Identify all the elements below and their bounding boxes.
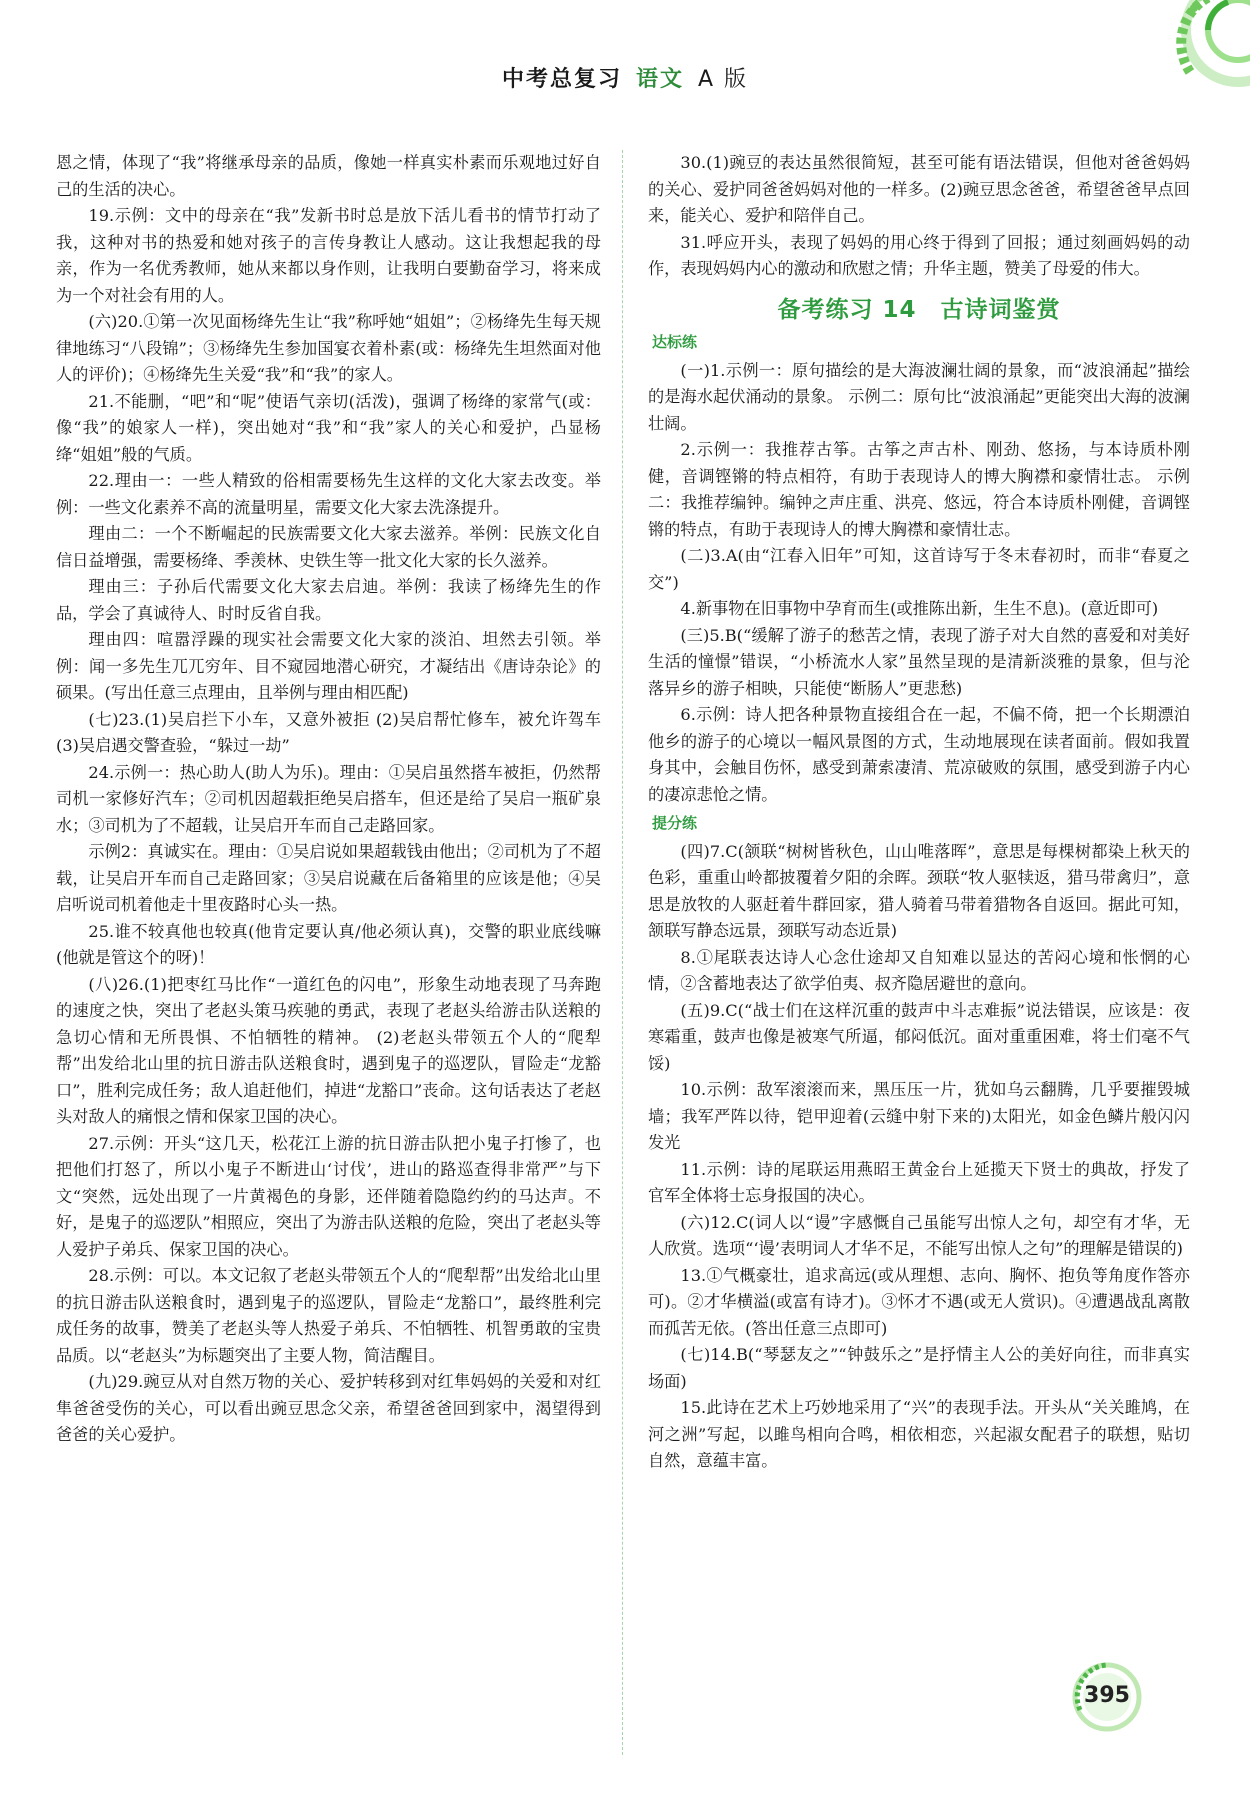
section-label: 备考练习 14: [777, 296, 917, 323]
answer-paragraph: 恩之情，体现了“我”将继承母亲的品质，像她一样真实朴素而乐观地过好自己的生活的决心。: [56, 153, 601, 199]
answer-paragraph: (二)3.A(由“江春入旧年”可知，这首诗写于冬末春初时，而非“春夏之交”): [648, 546, 1190, 592]
section-heading: [648, 297, 1190, 324]
page-number: 395: [1084, 1683, 1130, 1708]
answer-paragraph: (八)26.(1)把枣红马比作“一道红色的闪电”，形象生动地表现了马奔跑的速度之快，突出了老赵头策马疾驰的勇武，表现了老赵头给游击队送粮的急切心情和无所畏惧、不怕牺牲的精神。 (2)老赵头带领五个人的“爬犁帮”出发给北山里的抗日游击队送粮食时，遇到鬼子的巡逻队，冒险走“龙豁口”，胜利完成任务；敌人追赶他们，掉进“龙豁口”丧命。这句话表达了老赵头对敌人的痛恨之情和保家卫国的决心。: [56, 974, 601, 1126]
answer-paragraph: 28.示例：可以。本文记叙了老赵头带领五个人的“爬犁帮”出发给北山里的抗日游击队送粮食时，遇到鬼子的巡逻队，冒险走“龙豁口”，最终胜利完成任务的故事，赞美了老赵头等人热爱子弟兵、不怕牺牲、机智勇敢的宝贵品质。以“老赵头”为标题突出了主要人物，简洁醒目。: [56, 1266, 601, 1365]
left-column: [56, 150, 601, 1449]
answer-paragraph: (七)23.(1)吴启拦下小车，又意外被拒 (2)吴启帮忙修车，被允许驾车 (3)吴启遇交警查验，“躲过一劫”: [56, 709, 601, 755]
header-edition: A 版: [697, 67, 749, 92]
answer-paragraph: (四)7.C(颔联“树树皆秋色，山山唯落晖”，意思是每棵树都染上秋天的色彩，重重山岭都披覆着夕阳的余晖。颈联“牧人驱犊返，猎马带禽归”，意思是放牧的人驱赶着牛群回家，猎人骑着马带着猎物各自返回。据此可知，颔联写静态远景，颈联写动态近景): [648, 841, 1190, 940]
answer-paragraph: 13.①气概豪壮，追求高远(或从理想、志向、胸怀、抱负等角度作答亦可)。②才华横溢(或富有诗才)。③怀才不遇(或无人赏识)。④遭遇战乱离散而孤苦无依。(答出任意三点即可): [648, 1265, 1190, 1338]
answer-paragraph: (一)1.示例一：原句描绘的是大海波澜壮阔的景象，而“波浪涌起”描绘的是海水起伏涌动的景象。 示例二：原句比“波浪涌起”更能突出大海的波澜壮阔。: [648, 360, 1190, 433]
header-title: 中考总复习: [501, 67, 622, 92]
answer-paragraph: 8.①尾联表达诗人心念仕途却又自知难以显达的苦闷心境和怅惘的心情，②含蓄地表达了欲学伯夷、叔齐隐居避世的意向。: [648, 947, 1190, 993]
section-title: 古诗词鉴赏: [940, 296, 1061, 323]
answer-paragraph: 19.示例：文中的母亲在“我”发新书时总是放下活儿看书的情节打动了我，这种对书的热爱和她对孩子的言传身教让人感动。这让我想起我的母亲，作为一名优秀教师，她从来都以身作则，让我明白要勤奋学习，将来成为一个对社会有用的人。: [56, 206, 601, 305]
answer-paragraph: (九)29.豌豆从对自然万物的关心、爱护转移到对红隼妈妈的关爱和对红隼爸爸受伤的关心，可以看出豌豆思念父亲，希望爸爸回到家中，渴望得到爸爸的关心爱护。: [56, 1372, 601, 1444]
answer-paragraph: 示例2：真诚实在。理由：①吴启说如果超载钱由他出；②司机为了不超载，让吴启开车而自己走路回家；③吴启说藏在后备箱里的应该是他；④吴启听说司机着他走十里夜路时心头一热。: [56, 842, 601, 914]
answer-paragraph: 4.新事物在旧事物中孕育而生(或推陈出新，生生不息)。(意近即可): [680, 599, 1159, 618]
subheading-basic: 达标练: [652, 333, 698, 351]
answer-paragraph: 理由二：一个不断崛起的民族需要文化大家去滋养。举例：民族文化自信日益增强，需要杨绛、季羡林、史铁生等一批文化大家的长久滋养。: [56, 524, 601, 570]
answer-paragraph: 24.示例一：热心助人(助人为乐)。理由：①吴启虽然搭车被拒，仍然帮司机一家修好汽车；②司机因超载拒绝吴启搭车，但还是给了吴启一瓶矿泉水；③司机为了不超载，让吴启开车而自己走路回家。: [56, 762, 601, 835]
subheading-advanced: 提分练: [652, 814, 698, 832]
right-top-answers: [648, 150, 1190, 283]
answer-paragraph: 10.示例：敌军滚滚而来，黑压压一片，犹如乌云翻腾，几乎要摧毁城墙；我军严阵以待，铠甲迎着(云缝中射下来的)太阳光，如金色鳞片般闪闪发光: [648, 1080, 1190, 1152]
answer-paragraph: 6.示例：诗人把各种景物直接组合在一起，不偏不倚，把一个长期漂泊他乡的游子的心境以一幅风景图的方式，生动地展现在读者面前。假如我置身其中，会触目伤怀，感受到萧索凄清、荒凉破败的氛围，感受到游子内心的凄凉悲怆之情。: [648, 705, 1190, 804]
answer-paragraph: 2.示例一：我推荐古筝。古筝之声古朴、刚劲、悠扬，与本诗质朴刚健，音调铿锵的特点相符，有助于表现诗人的博大胸襟和豪情壮志。 示例二：我推荐编钟。编钟之声庄重、洪亮、悠远，符合本诗质朴刚健，音调铿锵的特点，有助于表现诗人的博大胸襟和豪情壮志。: [648, 440, 1190, 539]
answer-paragraph: (六)20.①第一次见面杨绛先生让“我”称呼她“姐姐”；②杨绛先生每天规律地练习“八段锦”；③杨绛先生参加国宴衣着朴素(或：杨绛先生坦然面对他人的评价)；④杨绛先生关爱“我”和“我”的家人。: [56, 312, 601, 384]
right-bottom-answers: [648, 839, 1190, 1475]
answer-paragraph: 27.示例：开头“这几天，松花江上游的抗日游击队把小鬼子打惨了，也把他们打怒了，所以小鬼子不断进山‘讨伐’，进山的路巡查得非常严”与下文“突然，远处出现了一片黄褐色的身影，还伴随着隐隐约约的马达声。不好，是鬼子的巡逻队”相照应，突出了为游击队送粮的危险，突出了老赵头等人爱护子弟兵、保家卫国的决心。: [56, 1133, 601, 1259]
right-column: [648, 150, 1190, 1475]
answer-paragraph: 22.理由一：一些人精致的俗相需要杨先生这样的文化大家去改变。举例：一些文化素养不高的流量明星，需要文化大家去洗涤提升。: [56, 471, 601, 517]
page-header: [0, 62, 1250, 93]
header-subject: 语文: [635, 67, 684, 92]
answer-paragraph: (七)14.B(“琴瑟友之”“钟鼓乐之”是抒情主人公的美好向往，而非真实场面): [648, 1345, 1190, 1391]
answer-paragraph: 21.不能删，“吧”和“呢”使语气亲切(活泼)，强调了杨绛的家常气(或：像“我”的娘家人一样)，突出她对“我”和“我”家人的关心和爱护，凸显杨绛“姐姐”般的气质。: [56, 391, 601, 464]
answer-paragraph: 理由三：子孙后代需要文化大家去启迪。举例：我读了杨绛先生的作品，学会了真诚待人、时时反省自我。: [56, 577, 601, 623]
column-divider: [622, 150, 623, 1755]
answer-paragraph: 25.谁不较真他也较真(他肯定要认真/他必须认真)，交警的职业底线嘛(他就是管这个的呀)！: [56, 921, 601, 967]
right-mid-answers: [648, 358, 1190, 809]
corner-decoration: [1120, 0, 1250, 110]
answer-paragraph: 30.(1)豌豆的表达虽然很简短，甚至可能有语法错误，但他对爸爸妈妈的关心、爱护同爸爸妈妈对他的一样多。(2)豌豆思念爸爸，希望爸爸早点回来，能关心、爱护和陪伴自己。: [648, 153, 1190, 225]
answer-paragraph: (三)5.B(“缓解了游子的愁苦之情，表现了游子对大自然的喜爱和对美好生活的憧憬”错误，“小桥流水人家”虽然呈现的是清新淡雅的景象，但与沦落异乡的游子相映，只能使“断肠人”更悲愁): [648, 625, 1190, 698]
answer-paragraph: 11.示例：诗的尾联运用燕昭王黄金台上延揽天下贤士的典故，抒发了官军全体将士忘身报国的决心。: [648, 1159, 1190, 1205]
answer-paragraph: 理由四：喧嚣浮躁的现实社会需要文化大家的淡泊、坦然去引领。举例：闻一多先生兀兀穷年、目不窥园地潜心研究，才凝结出《唐诗杂论》的硕果。(写出任意三点理由，且举例与理由相匹配): [56, 630, 601, 702]
answer-paragraph: 15.此诗在艺术上巧妙地采用了“兴”的表现手法。开头从“关关雎鸠，在河之洲”写起，以雎鸟相向合鸣，相依相恋，兴起淑女配君子的联想，贴切自然，意蕴丰富。: [648, 1398, 1190, 1470]
answer-paragraph: (五)9.C(“战士们在这样沉重的鼓声中斗志难振”说法错误，应该是：夜寒霜重，鼓声也像是被寒气所逼，郁闷低沉。面对重重困难，将士们毫不气馁): [648, 1000, 1190, 1073]
answer-paragraph: (六)12.C(词人以“谩”字感慨自己虽能写出惊人之句，却空有才华，无人欣赏。选项“‘谩’表明词人才华不足，不能写出惊人之句”的理解是错误的): [648, 1212, 1190, 1258]
answer-paragraph: 31.呼应开头，表现了妈妈的用心终于得到了回报；通过刻画妈妈的动作，表现妈妈内心的激动和欣慰之情；升华主题，赞美了母爱的伟大。: [648, 232, 1190, 278]
